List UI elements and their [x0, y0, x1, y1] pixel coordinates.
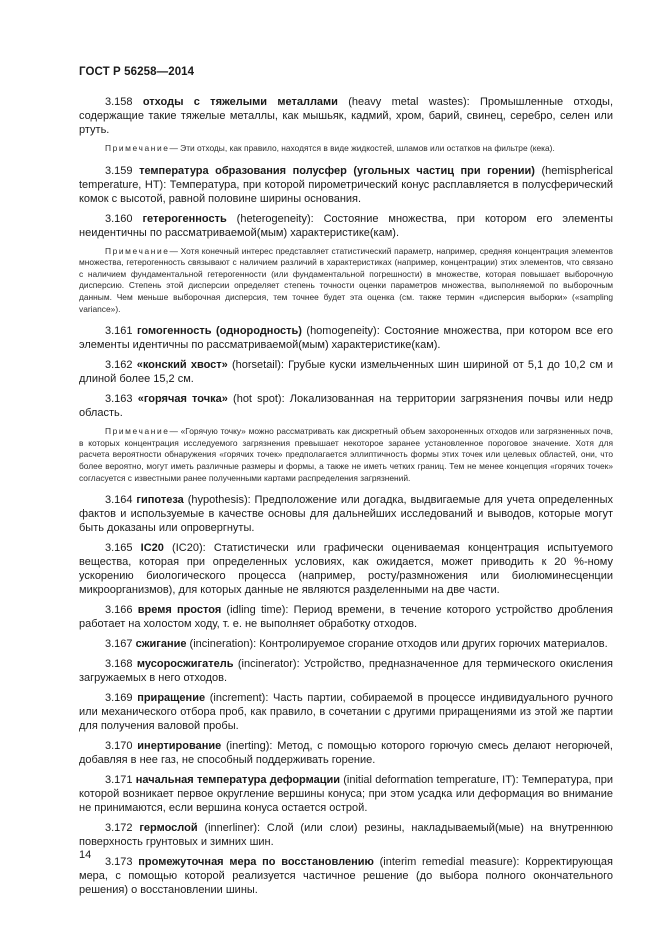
entry-3-159: 3.159 температура образования полусфер (угольных частиц при горении) (hemispherical temperature, HT): Температура, при которой пирометрический конус расплавляется в полусферический комок с высотой, равной половине ширины основания. [79, 164, 613, 205]
entry-3-158: 3.158 отходы с тяжелыми металлами (heavy metal wastes): Промышленные отходы, содержащие такие тяжелые металлы, как мышьяк, кадмий, хром, барий, свинец, серебро, селен или ртуть. [79, 96, 614, 136]
entry-3-166: 3.166 время простоя (idling time): Период времени, в течение которого устройство дробления работает на холостом ходу, т. е. не выполняет обработку отходов. [79, 604, 613, 631]
entry-3-165: 3.165 IC20 (IC20): Статистически или графически оцениваемая концентрация испытуемого вещества, которая при определенных условиях, как ожидается, может приводить к 20 %-ному ускорению биологического процесса (например, росту/размножения или биолюминесценции микроорганизмов), для которых данные не являются разделенными на две части. [79, 542, 613, 597]
note-3-163: Примечание— «Горячую точку» можно рассматривать как дискретный объем захороненных отходов или загрязненных почв, в которых концентрация исследуемого загрязнения превышает некоторое заранее установленное пороговое значение. Хотя для расчета вероятности обнаружения «горячих точек» предполагается эллиптичность формы этих точек или целевых областей, они, что более вероятно, могут иметь различные размеры и формы, а также не иметь четких границ. Тем не менее концепция «горячих точек» согласуется с известными ранее полученными картами распределения загрязнений. [79, 426, 613, 483]
entry-3-162: 3.162 «конский хвост» (horsetail): Грубые куски измельченных шин шириной от 5,1 до 10,2 см и длиной более 15,2 см. [79, 359, 614, 386]
entry-3-172: 3.172 гермослой (innerliner): Слой (или слои) резины, накладываемый(мые) на внутреннюю поверхность грунтовых и зимних шин. [79, 822, 613, 849]
entry-3-160: 3.160 гетерогенность (heterogeneity): Состояние множества, при котором его элементы неидентичны по рассматриваемой(мым) характеристике(кам). [79, 212, 613, 239]
entry-3-168: 3.168 мусоросжигатель (incinerator): Устройство, предназначенное для термического окисления загружаемых в него отходов. [79, 658, 613, 685]
entry-3-173: 3.173 промежуточная мера по восстановлению (interim remedial measure): Корректирующая мера, с помощью которой реализуется частичное решение (до выбора полного окончательного решения) о восстановлении шины. [79, 856, 613, 897]
page-number: 14 [79, 849, 92, 861]
entry-3-163: 3.163 «горячая точка» (hot spot): Локализованная на территории загрязнения почвы или недр область. [79, 393, 614, 420]
note-3-160: Примечание— Хотя конечный интерес представляет статистический параметр, например, средняя концентрация элементов множества, гетерогенность связывают с наличием различий в характеристиках (например, концентрации) этих элементов, что связано с наличием фундаментальной гетерогенности (или фундаментальной погрешности) в множестве, которая повышает выборочную дисперсию. Степень этой дисперсии определяет степень точности оценки параметров множества, выполняемой по выборочным данным. Чем меньше выборочная дисперсия, тем точнее будет эта оценка (см. также термин «дисперсия выборки» («sampling variance»). [79, 245, 613, 314]
entry-3-171: 3.171 начальная температура деформации (initial deformation temperature, IT): Температура, при которой возникает первое округление вершины конуса; при этом усадка или деформация во внимание не принимаются, если вершина конуса остается острой. [79, 774, 614, 815]
entry-3-167: 3.167 сжигание (incineration): Контролируемое сгорание отходов или других горючих материалов. [105, 638, 608, 651]
entry-3-164: 3.164 гипотеза (hypothesis): Предположение или догадка, выдвигаемые для учета определенных фактов и используемые в качестве основы для дальнейших исследований и выводов, которые могут быть доказаны или опровергнуты. [79, 494, 613, 535]
entry-3-161: 3.161 гомогенность (однородность) (homogeneity): Состояние множества, при котором все его элементы идентичны по рассматриваемой(мым) характеристике(кам). [79, 325, 613, 352]
document-body [79, 95, 613, 903]
note-3-158: Примечание— Эти отходы, как правило, находятся в виде жидкостей, шламов или остатков на фильтре (кека). [105, 143, 555, 153]
entry-3-170: 3.170 инертирование (inerting): Метод, с помощью которого горючую смесь делают негорючей, добавляя в нее газ, не способный поддерживать горение. [79, 740, 613, 767]
document-header: ГОСТ Р 56258—2014 [79, 66, 195, 78]
entry-3-169: 3.169 приращение (increment): Часть партии, собираемой в процессе индивидуального ручного или механического отбора проб, как правило, в сочетании с другими приращениями из этой же партии для получения валовой пробы. [79, 692, 613, 733]
